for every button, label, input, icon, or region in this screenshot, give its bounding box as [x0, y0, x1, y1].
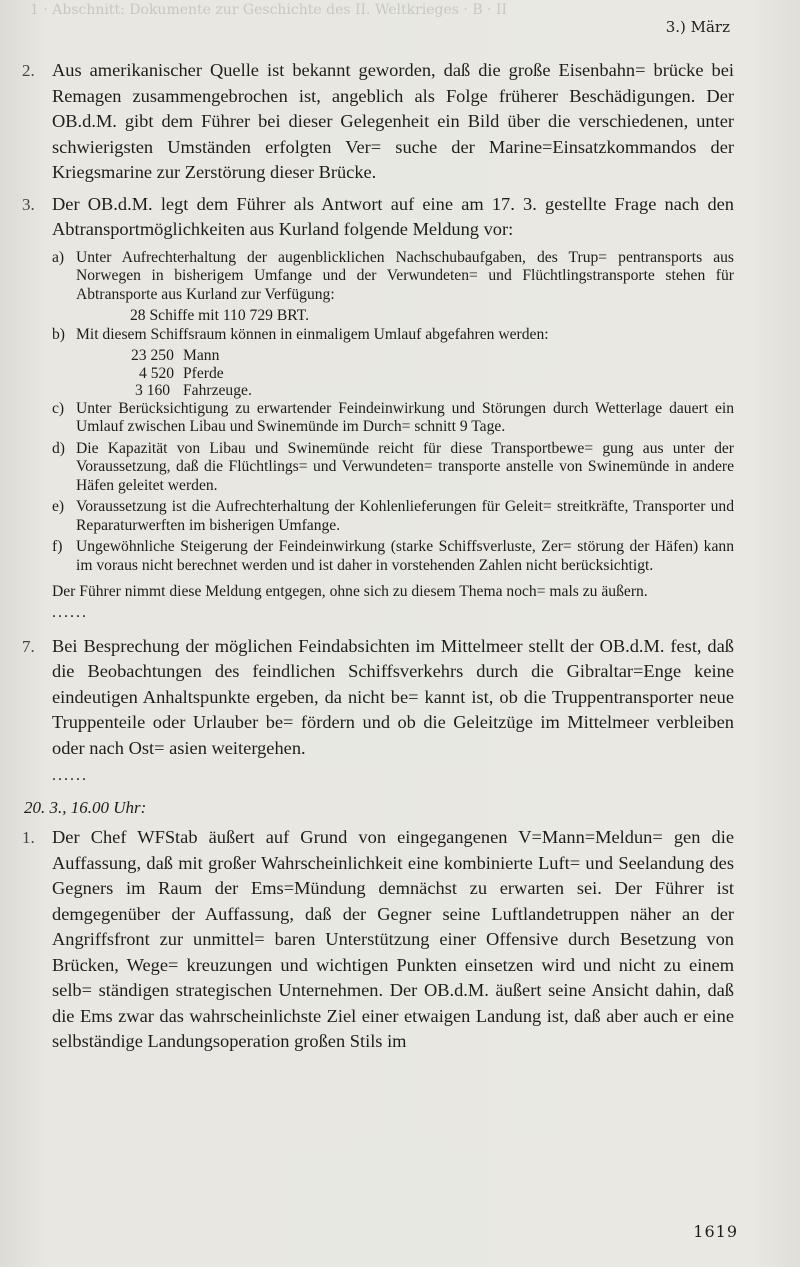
omission-marker: ...... [52, 767, 88, 784]
omission-marker: ...... [52, 603, 88, 621]
paragraph-1 [22, 825, 734, 1055]
report-item-b [52, 326, 734, 345]
fuehrer-response-note: Der Führer nimmt diese Meldung entgegen, ohne sich zu diesem Thema noch= mals zu äußern. [52, 583, 648, 600]
item-text: Ungewöhnliche Steigerung der Feindeinwirkung (starke Schiffsverluste, Zer= störung der Häfen) kann im voraus nicht berechnet werden und ist daher in vorstehenden Zahlen nicht berücksichtigt. [76, 538, 734, 574]
running-header-date: 3.) März [665, 18, 730, 36]
figure-unit: Mann [183, 347, 220, 364]
report-item-e [52, 498, 734, 535]
report-item-f [52, 538, 734, 575]
item-letter: d) [52, 439, 65, 457]
item-text: Mit diesem Schiffsraum können in einmaligem Umlauf abgefahren werden: [76, 325, 549, 343]
paragraph-number: 1. [22, 828, 35, 847]
figure-row [131, 347, 734, 365]
figure-amount: 4 520 [139, 364, 175, 382]
paragraph-text: Aus amerikanischer Quelle ist bekannt geworden, daß die große Eisenbahn= brücke bei Remagen zusammengebrochen ist, angeblich als Folge früherer Beschädigungen. Der OB.d.M. gibt dem Führer bei dieser Gelegenheit ein Bild über die verschiedenen, unter schwierigsten Umständen erfolgten Ver= suche der Marine=Einsatzkommandos der Kriegsmarine zur Zerstörung dieser Brücke. [52, 60, 734, 182]
bleed-through-header: 1 · Abschnitt: Dokumente zur Geschichte des II. Weltkrieges · B · II [30, 2, 508, 18]
paragraph-number: 2. [22, 61, 35, 80]
page-number: 1619 [693, 1222, 738, 1241]
meeting-date-heading: 20. 3., 16.00 Uhr: [24, 798, 147, 817]
paragraph-text: Der OB.d.M. legt dem Führer als Antwort auf eine am 17. 3. gestellte Frage nach den Abtransportmöglichkeiten aus Kurland folgende Meldung vor: [52, 193, 734, 239]
paragraph-number: 3. [22, 194, 35, 214]
item-letter: c) [52, 399, 65, 417]
figure-row [131, 365, 734, 383]
item-text: Unter Aufrechterhaltung der augenblicklichen Nachschubaufgaben, des Trup= pentransports aus Norwegen in bisherigem Umfange und der Verwundeten= und Flüchtlingstransporte stehen für Abtransporte aus Kurland zur Verfügung: [76, 248, 734, 303]
paragraph-7 [22, 634, 734, 762]
report-item-d [52, 440, 734, 496]
figure-unit: Pferde [183, 364, 224, 382]
figure-unit: Fahrzeuge. [183, 382, 252, 399]
item-letter: b) [52, 325, 65, 343]
item-letter: a) [52, 248, 65, 266]
paragraph-number: 7. [22, 636, 35, 656]
report-item-list [22, 249, 734, 576]
item-letter: f) [52, 538, 63, 555]
paragraph-3 [22, 192, 734, 243]
document-body [22, 58, 734, 1061]
capacity-figures [52, 347, 734, 400]
item-text: Die Kapazität von Libau und Swinemünde reicht für diese Transportbewe= gung aus unter der Voraussetzung, daß die Flüchtlings= und Verwundeten= transporte anstelle von Swinemünde in andere Häfen geleitet werden. [76, 439, 734, 494]
item-text: Unter Berücksichtigung zu erwartender Feindeinwirkung und Störungen durch Wetterlage dauert ein Umlauf zwischen Libau und Swinemünde im Durch= schnitt 9 Tage. [76, 399, 734, 435]
figure-row [131, 382, 734, 400]
report-item-a [52, 249, 734, 305]
report-item-c [52, 400, 734, 437]
figure-amount: 3 160 [135, 382, 171, 399]
paragraph-text: Bei Besprechung der möglichen Feindabsichten im Mittelmeer stellt der OB.d.M. fest, daß die Beobachtungen des feindlichen Schiffsverkehrs durch die Gibraltar=Enge keine eindeutigen Anhaltspunkte ergeben, da nicht be= kannt ist, ob die Truppentransporter neue Truppenteile oder Urlauber be= fördern und ob die Geleitzüge im Mittelmeer verbleiben oder nach Ost= asien weitergehen. [52, 635, 734, 758]
item-letter: e) [52, 498, 65, 515]
figure-amount: 23 250 [131, 347, 174, 364]
item-text: Voraussetzung ist die Aufrechterhaltung der Kohlenlieferungen für Geleit= streitkräfte, Transporter und Reparaturwerften im bisherigen Umfange. [76, 498, 734, 534]
paragraph-2 [22, 58, 734, 186]
paragraph-text: Der Chef WFStab äußert auf Grund von eingegangenen V=Mann=Meldun= gen die Auffassung, daß mit großer Wahrscheinlichkeit eine kombinierte Luft= und Seelandung des Gegners im Raum der Ems=Mündung demnächst zu erwarten sei. Der Führer ist demgegenüber der Auffassung, daß der Gegner seine Luftlandetruppen näher an der Angriffsfront zur unmittel= baren Unterstützung einer Offensive durch Besetzung von Brücken, Wege= kreuzungen und wichtigen Punkten einsetzen wird und nicht zu einem selb= ständigen strategischen Unternehmen. Der OB.d.M. äußert seine Ansicht dahin, daß die Ems zwar das wahrscheinlichste Ziel einer etwaigen Landung ist, daß aber auch er eine selbständige Landungsoperation großen Stils im [52, 827, 734, 1051]
ship-tonnage-line: 28 Schiffe mit 110 729 BRT. [130, 307, 309, 324]
